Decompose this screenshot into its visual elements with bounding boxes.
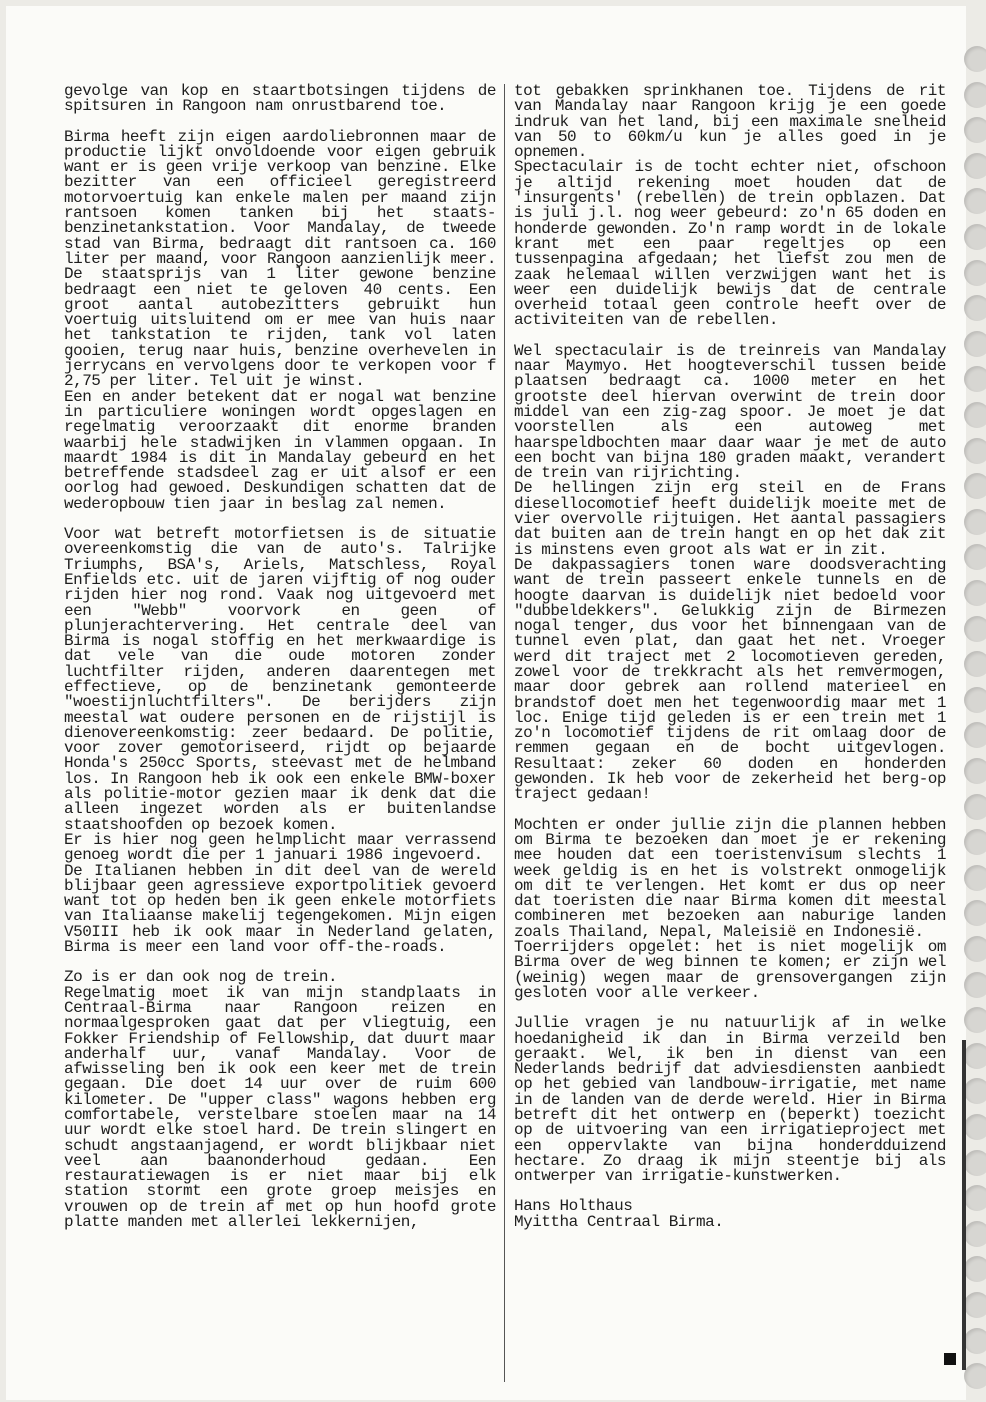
author-location: Myittha Centraal Birma. xyxy=(514,1212,724,1231)
binding-hole xyxy=(964,900,986,926)
paragraph: De dakpassagiers tonen ware doodsverachting want de trein passeert enkele tunnels en de hoogte daarvan is duidelijk niet bedoeld voor "dubbeldekkers". Gelukkig zijn de Birmezen nogal tenger, dus voor het binnengaan van de tunnel even plat, dan gaat het net. Vroeger werd dit traject met 2 locomotieven gereden, zowel voor de trekkracht als het remvermogen, maar door gebrek aan rollend materieel en brandstof doet men het tegenwoordig maar met 1 loc. Enige tijd geleden is er een trein met 1 zo'n locomotief tijdens de rit omlaag door de remmen gegaan en de bocht uitgevlogen. Resultaat: zeker 60 doden en honderden gewonden. Ik heb voor de zekerheid het berg-op traject gedaan! xyxy=(514,555,946,804)
binding-hole xyxy=(964,794,986,820)
binding-hole xyxy=(964,758,986,784)
binding-hole xyxy=(964,865,986,891)
column-divider xyxy=(504,84,505,1382)
binding-hole xyxy=(964,438,986,464)
binding-hole xyxy=(964,224,986,250)
paragraph: gevolge van kop en staartbotsingen tijdens de spitsuren in Rangoon nam onrustbarend toe. xyxy=(64,82,496,116)
binding-hole xyxy=(964,580,986,606)
paragraph: Wel spectaculair is de treinreis van Mandalay naar Maymyo. Het hoogteverschil tussen beide plaatsen bedraagt ca. 1000 meter en het grootste deel hiervan overwint de trein door middel van een zig-zag spoor. Je moet je dat voorstellen als een autoweg met haarspeldbochten maar daar waar je met de auto een bocht van bijna 180 graden maakt, verandert de trein van rijrichting. xyxy=(514,341,946,483)
binding-hole xyxy=(964,1007,986,1033)
binding-hole xyxy=(964,117,986,143)
binding-hole xyxy=(964,1150,986,1176)
binding-hole xyxy=(964,260,986,286)
binding-hole xyxy=(964,509,986,535)
right-column xyxy=(514,84,946,1230)
paragraph: Spectaculair is de tocht echter niet, ofschoon je altijd rekening moet houden dat de 'insurgents' (rebellen) de trein opblazen. Dat is juli j.l. nog weer gebeurd: zo'n 65 doden en honderde gewonden. Zo'n ramp wordt in de lokale krant met een paar regeltjes op een tussenpagina afgedaan; het liefst zou men de zaak helemaal willen verzwijgen want het is weer een duidelijk bewijs dat de centrale overheid totaal geen controle heeft over de activiteiten van de rebellen. xyxy=(514,158,946,330)
paragraph: Jullie vragen je nu natuurlijk af in welke hoedanigheid ik dan in Birma verzeild ben geraakt. Wel, ik ben in dienst van een Nederlands bedrijf dat adviesdiensten aanbiedt op het gebied van landbouw-irrigatie, met name in de landen van de derde wereld. Hier in Birma betreft dit het ontwerp en (beperkt) toezicht op de uitvoering van een irrigatieproject met een oppervlakte van bijna honderdduizend hectare. Zo draag ik mijn steentje bij als ontwerper van irrigatie-kunstwerken. xyxy=(514,1014,946,1186)
binding-hole xyxy=(964,1363,986,1389)
binding-hole xyxy=(964,331,986,357)
paragraph: Voor wat betreft motorfietsen is de situatie overeenkomstig die van de auto's. Talrijke Triumphs, BSA's, Ariels, Matschless, Royal Enfields etc. uit de jaren vijftig of nog ouder rijden hier nog rond. Vaak nog uitgevoerd met een "Webb" voorvork en geen of plunjerachtervering. Het centrale deel van Birma is nogal stoffig en het merkwaardige is dat vele van die oude motoren zonder luchtfilter rijden, anderen daarentegen met effectieve, op de benzinetank gemonteerde "woestijnluchtfilters". De berijders zijn meestal wat oudere personen en de rijstijl is dienovereenkomstig: zeer bedaard. De politie, voor zover gemotoriseerd, rijdt op bejaarde Honda's 250cc Sports, steevast met de helmband los. In Rangoon heb ik ook een enkele BMW-boxer als politie-motor gezien maar ik denk dat die alleen ingezet worden als er buitenlandse staatshoofden op bezoek komen. xyxy=(64,525,496,834)
binding-hole xyxy=(964,1078,986,1104)
binding-hole xyxy=(964,936,986,962)
binding-hole xyxy=(964,972,986,998)
binding-hole xyxy=(964,829,986,855)
paragraph: Er is hier nog geen helmplicht maar verrassend genoeg wordt die per 1 januari 1986 ingevoerd. xyxy=(64,830,496,865)
binding-hole xyxy=(964,473,986,499)
binding-hole xyxy=(964,1043,986,1069)
paragraph: Regelmatig moet ik van mijn standplaats in Centraal-Birma naar Rangoon reizen en normaalgesproken gaat dat per vliegtuig, een Fokker Friendship of Fellowship, dat duurt maar anderhalf uur, vanaf Mandalay. Voor de afwisseling ben ik ook een keer met de trein gegaan. Die doet 14 uur over de ruim 600 kilometer. De "upper class" wagons hebben erg comfortabele, verstelbare stoelen maar na 14 uur wordt elke stoel hard. De trein slingert en schudt angstaanjagend, er wordt blijkbaar niet veel aan baanonderhoud gedaan. Een restauratiewagen is er niet maar bij elk station stormt een grote groep meisjes en vrouwen op de trein af met op hun hoofd grote platte manden met allerlei lekkernijen, xyxy=(64,983,496,1232)
paragraph: De hellingen zijn erg steil en de Frans diesellocomotief heeft duidelijk moeite met de vier overvolle rijtuigen. Het aantal passagiers dat buiten aan de trein hangt en op het dak zit is minstens even groot als wat er in zit. xyxy=(514,479,946,559)
author-name: Hans Holthaus xyxy=(514,1197,633,1216)
binding-hole xyxy=(964,1256,986,1282)
binding-hole xyxy=(964,616,986,642)
binding-hole xyxy=(964,188,986,214)
binding-hole xyxy=(964,402,986,428)
binding-hole xyxy=(964,1114,986,1140)
binding-hole xyxy=(964,1292,986,1318)
paragraph: De Italianen hebben in dit deel van de wereld blijbaar geen agressieve exportpolitiek gevoerd want tot op heden ben ik geen enkele motorfiets van Italiaanse makelij tegengekomen. Mijn eigen V50III heb ik ook maar in Nederland gelaten, Birma is meer een land voor off-the-roads. xyxy=(64,861,496,957)
left-column xyxy=(64,84,496,1230)
paragraph: tot gebakken sprinkhanen toe. Tijdens de rit van Mandalay naar Rangoon krijg je een goede indruk van het land, bij een maximale snelheid van 50 to 60km/u kun je alles goed in je opnemen. xyxy=(514,82,946,162)
binding-hole xyxy=(964,651,986,677)
binding-hole xyxy=(964,295,986,321)
binding-hole xyxy=(964,1221,986,1247)
binding-hole xyxy=(964,153,986,179)
binding-hole xyxy=(964,544,986,570)
binding-hole xyxy=(964,46,986,72)
paragraph: Toerrijders opgelet: het is niet mogelijk om Birma over de weg binnen te komen; er zijn wel (weinig) wegen maar de grensovergangen zijn gesloten voor alle verkeer. xyxy=(514,938,946,1002)
column-edge-line xyxy=(962,1040,966,1370)
paragraph: Een en ander betekent dat er nogal wat benzine in particuliere woningen wordt opgeslagen en regelmatig veroorzaakt dit enorme branden waarbij hele stadwijken in vlammen opgaan. In maardt 1984 is dit in Mandalay gebeurd en het betreffende stadsdeel zag er uit alsof er een oorlog had gewoed. Deskundigen schatten dat de wederopbouw tien jaar in beslag zal nemen. xyxy=(64,387,496,513)
end-of-article-square-icon xyxy=(944,1353,956,1365)
paragraph: Zo is er dan ook nog de trein. xyxy=(64,968,338,987)
binding-hole xyxy=(964,82,986,108)
paragraph: Mochten er onder jullie zijn die plannen hebben om Birma te bezoeken dan moet je er rekening mee houden dat een toeristenvisum slechts 1 week geldig is en het is volstrekt onmogelijk om dit te verlengen. Het komt er dus op neer dat toeristen die naar Birma komen dit meestal combineren met bezoeken aan naburige landen zoals Thailand, Nepal, Maleisië en Indonesië. xyxy=(514,815,946,941)
binding-hole xyxy=(964,687,986,713)
binding-hole xyxy=(964,1328,986,1354)
binding-hole xyxy=(964,1185,986,1211)
binding-hole xyxy=(964,366,986,392)
paragraph: Birma heeft zijn eigen aardoliebronnen maar de productie lijkt onvoldoende voor eigen gebruik want er is geen vrije verkoop van benzine. Elke bezitter van een officieel geregistreerd motorvoertuig kan enkele malen per maand zijn rantsoen komen tanken bij het staats-benzinetankstation. Voor Mandalay, de tweede stad van Birma, bedraagt dit rantsoen ca. 160 liter per maand, voor Rangoon aanzienlijk meer. De staatsprijs van 1 liter gewone benzine bedraagt een niet te geloven 40 cents. Een groot aantal autobezitters gebruikt hun voertuig uitsluitend om er mee van huis naar het tankstation te rijden, tank vol laten gooien, terug naar huis, benzine overhevelen in jerrycans en vervolgens door te verkopen voor f 2,75 per liter. Tel uit je winst. xyxy=(64,127,496,391)
binding-hole xyxy=(964,722,986,748)
